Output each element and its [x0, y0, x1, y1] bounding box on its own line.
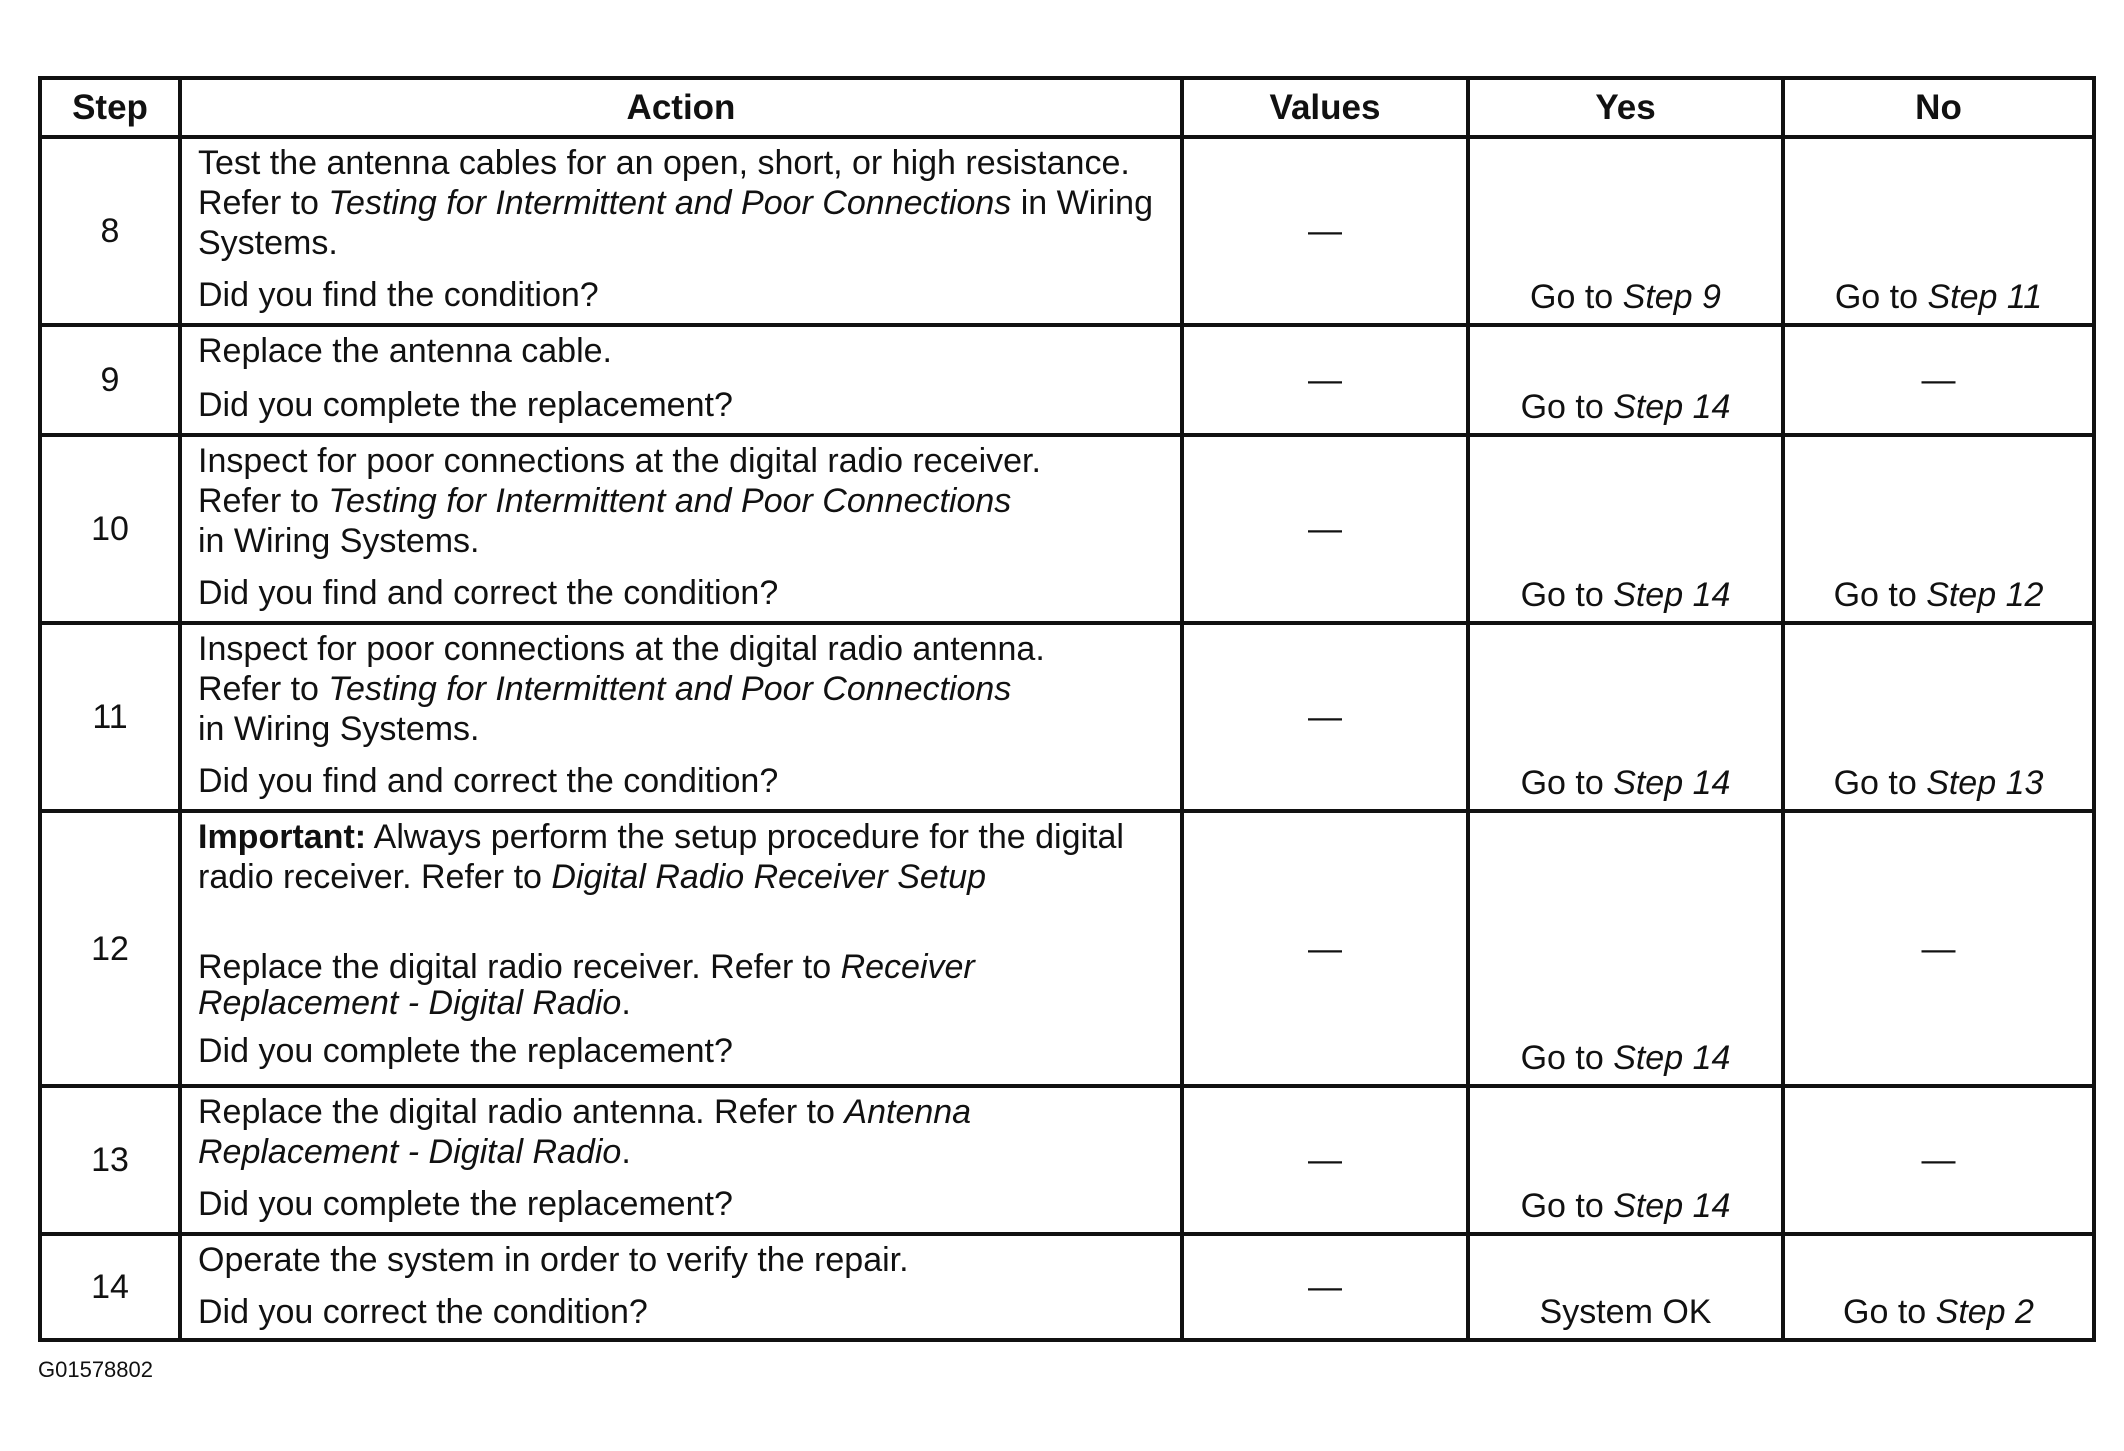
- action-cell: [180, 325, 1182, 435]
- step-number: 13: [40, 1086, 180, 1234]
- action-text: [198, 949, 1164, 1021]
- action-question: Did you correct the condition?: [198, 1293, 648, 1331]
- action-text-part: Test the antenna cables for an open, short, or high resistance. Refer to: [198, 144, 1130, 222]
- action-cell: [180, 435, 1182, 623]
- step-number: 8: [40, 137, 180, 325]
- action-text-part: in Wiring Systems.: [198, 184, 1153, 262]
- action-cell: [180, 137, 1182, 325]
- action-question: Did you complete the replacement?: [198, 1032, 733, 1070]
- table-row: [40, 1234, 2094, 1340]
- step-number: 10: [40, 435, 180, 623]
- action-text: in Wiring Systems.: [198, 710, 480, 748]
- action-text: in Wiring Systems.: [198, 522, 480, 560]
- table-row: [40, 623, 2094, 811]
- figure-id: G01578802: [38, 1357, 153, 1382]
- no-prefix: Go to: [1843, 1293, 1936, 1331]
- action-text-part: .: [621, 1133, 631, 1171]
- step-number: 12: [40, 811, 180, 1086]
- yes-cell: [1468, 811, 1783, 1086]
- yes-prefix: Go to: [1520, 764, 1614, 802]
- values-cell: —: [1182, 1086, 1468, 1234]
- yes-prefix: Go to: [1520, 388, 1614, 426]
- no-prefix: Go to: [1833, 576, 1927, 614]
- no-cell: [1783, 435, 2094, 623]
- action-text-part: .: [621, 984, 631, 1022]
- header-action: Action: [180, 78, 1182, 137]
- action-cell: [180, 623, 1182, 811]
- no-cell: —: [1783, 325, 2094, 435]
- header-no: No: [1783, 78, 2094, 137]
- values-cell: —: [1182, 811, 1468, 1086]
- action-text: [198, 1092, 1164, 1172]
- yes-cell: System OK: [1468, 1234, 1783, 1340]
- action-question: Did you find and correct the condition?: [198, 762, 779, 800]
- action-text-part: Replace the digital radio receiver. Refer to: [198, 948, 841, 986]
- table-row: [40, 325, 2094, 435]
- table-row: [40, 811, 2094, 1086]
- yes-step-link[interactable]: Step 14: [1613, 764, 1731, 802]
- no-step-link[interactable]: Step 13: [1926, 764, 2044, 802]
- action-text: [198, 481, 1164, 521]
- yes-step-link[interactable]: Step 14: [1613, 1039, 1731, 1077]
- yes-prefix: Go to: [1530, 278, 1623, 316]
- yes-cell: [1468, 435, 1783, 623]
- table-row: [40, 1086, 2094, 1234]
- action-reference-link[interactable]: Receiver Replacement - Digital Radio: [198, 948, 975, 1022]
- yes-step-link[interactable]: Step 14: [1613, 576, 1731, 614]
- action-text: Inspect for poor connections at the digital radio receiver.: [198, 442, 1041, 480]
- header-yes: Yes: [1468, 78, 1783, 137]
- no-prefix: Go to: [1833, 764, 1927, 802]
- table-row: [40, 435, 2094, 623]
- action-text-part: Refer to: [198, 670, 329, 708]
- values-cell: —: [1182, 623, 1468, 811]
- action-reference-link[interactable]: Testing for Intermittent and Poor Connections: [328, 670, 1012, 708]
- important-reference-link[interactable]: Digital Radio Receiver Setup: [551, 858, 987, 896]
- step-number: 9: [40, 325, 180, 435]
- action-question: Did you find and correct the condition?: [198, 574, 779, 612]
- action-question: Did you complete the replacement?: [198, 386, 733, 424]
- yes-prefix: Go to: [1520, 1187, 1614, 1225]
- step-number: 11: [40, 623, 180, 811]
- no-cell: —: [1783, 1086, 2094, 1234]
- no-cell: [1783, 1234, 2094, 1340]
- action-text: Replace the antenna cable.: [198, 332, 612, 370]
- action-reference-link[interactable]: Testing for Intermittent and Poor Connections: [328, 184, 1012, 222]
- action-text-part: Replace the digital radio antenna. Refer to: [198, 1093, 845, 1131]
- yes-cell: [1468, 325, 1783, 435]
- no-cell: [1783, 137, 2094, 325]
- important-label: Important:: [198, 818, 367, 856]
- action-text: [198, 669, 1164, 709]
- yes-step-link[interactable]: Step 14: [1613, 1187, 1731, 1225]
- table-row: [40, 137, 2094, 325]
- values-cell: —: [1182, 435, 1468, 623]
- action-question: Did you find the condition?: [198, 276, 599, 314]
- yes-cell: [1468, 1086, 1783, 1234]
- values-cell: —: [1182, 1234, 1468, 1340]
- yes-prefix: Go to: [1520, 576, 1614, 614]
- action-cell: [180, 811, 1182, 1086]
- action-reference-link[interactable]: Testing for Intermittent and Poor Connections: [328, 482, 1012, 520]
- action-text: Inspect for poor connections at the digital radio antenna.: [198, 630, 1045, 668]
- header-values: Values: [1182, 78, 1468, 137]
- action-reference-link[interactable]: Antenna Replacement - Digital Radio: [198, 1093, 972, 1171]
- step-number: 14: [40, 1234, 180, 1340]
- header-step: Step: [40, 78, 180, 137]
- yes-step-link[interactable]: Step 9: [1622, 278, 1721, 316]
- yes-cell: [1468, 623, 1783, 811]
- yes-step-link[interactable]: Step 14: [1613, 388, 1731, 426]
- action-text-part: Refer to: [198, 482, 329, 520]
- no-step-link[interactable]: Step 12: [1926, 576, 2044, 614]
- action-question: Did you complete the replacement?: [198, 1185, 733, 1223]
- no-cell: —: [1783, 811, 2094, 1086]
- action-text: Operate the system in order to verify the repair.: [198, 1241, 909, 1279]
- header-row: [40, 78, 2094, 137]
- action-text: [198, 143, 1164, 263]
- no-step-link[interactable]: Step 11: [1927, 278, 2043, 316]
- yes-prefix: Go to: [1520, 1039, 1614, 1077]
- values-cell: —: [1182, 137, 1468, 325]
- yes-cell: [1468, 137, 1783, 325]
- important-text: Always perform the setup procedure for the digital radio receiver. Refer to: [198, 818, 1124, 896]
- no-cell: [1783, 623, 2094, 811]
- values-cell: —: [1182, 325, 1468, 435]
- no-step-link[interactable]: Step 2: [1935, 1293, 2034, 1331]
- action-cell: [180, 1234, 1182, 1340]
- action-cell: [180, 1086, 1182, 1234]
- important-note: [198, 817, 1164, 897]
- no-prefix: Go to: [1834, 278, 1928, 316]
- diagnostic-table: [38, 76, 2096, 1342]
